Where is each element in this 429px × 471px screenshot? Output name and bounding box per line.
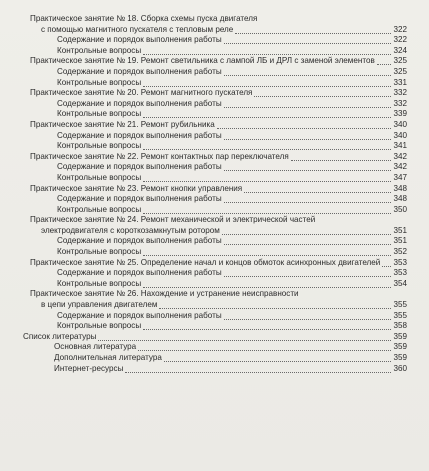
dot-leader [98,339,391,341]
toc-entry [0,25,429,36]
toc-entry-page: 355 [393,300,407,310]
dot-leader [138,349,391,351]
toc-entry-page: 325 [393,56,407,66]
toc-entry-title: Практическое занятие № 19. Ремонт светильника с лампой ЛБ и ДРЛ с заменой элементов [30,56,375,66]
toc-entry [0,321,429,332]
toc-entry-page: 355 [393,310,407,320]
dot-leader [143,180,391,182]
toc-entry-page: 340 [393,130,407,140]
toc-entry-page: 342 [393,151,407,161]
dot-leader [217,127,391,129]
toc-entry-title: Практическое занятие № 25. Определение начал и концов обмоток асинхронных двигателей [30,257,381,267]
toc-entry-page: 359 [393,353,407,362]
toc-entry [0,46,429,57]
toc-entry-page: 332 [393,98,407,108]
toc-entry-page: 354 [393,278,407,288]
toc-entry [0,258,429,269]
toc-entry-title: Содержание и порядок выполнения работы [57,130,222,140]
toc-entry-title: Контрольные вопросы [57,247,142,257]
dot-leader [143,212,391,214]
dot-leader [291,159,391,161]
table-of-contents [0,14,429,374]
dot-leader [224,318,391,320]
toc-entry [0,342,429,353]
toc-entry-page: 331 [393,77,407,87]
toc-entry [0,109,429,120]
toc-entry-title: Контрольные вопросы [57,45,142,55]
toc-entry [0,215,429,226]
toc-entry-title: Дополнительная литература [54,353,162,362]
toc-entry-page: 332 [393,88,407,98]
dot-leader [224,169,391,171]
toc-entry-title: Практическое занятие № 26. Нахождение и устранение неисправности [30,289,299,299]
toc-entry-title: Контрольные вопросы [57,204,142,214]
toc-entry [0,268,429,279]
toc-entry [0,162,429,173]
toc-entry-page: 322 [393,24,407,34]
dot-leader [224,138,391,140]
toc-entry-page: 352 [393,247,407,257]
toc-entry-title: с помощью магнитного пускателя с тепловым реле [41,24,234,34]
dot-leader [143,85,391,87]
toc-entry-page: 359 [393,342,407,352]
toc-entry-title: Практическое занятие № 18. Сборка схемы пуска двигателя [30,14,258,23]
toc-entry-title: Практическое занятие № 23. Ремонт кнопки управления [30,183,243,193]
toc-entry-title: Контрольные вопросы [57,109,142,119]
toc-entry-title: в цепи управления двигателем [41,300,158,310]
toc-entry-title: Содержание и порядок выполнения работы [57,98,222,108]
toc-entry [0,141,429,152]
toc-entry-title: Контрольные вопросы [57,278,142,288]
toc-entry-page: 350 [393,204,407,214]
toc-entry-title: Практическое занятие № 21. Ремонт рубильника [30,119,215,129]
toc-entry [0,364,429,375]
toc-entry-title: Контрольные вопросы [57,77,142,87]
toc-entry [0,332,429,343]
toc-entry-page: 360 [393,363,407,373]
dot-leader [143,286,391,288]
toc-entry-page: 340 [393,119,407,129]
toc-entry [0,152,429,163]
toc-entry-title: Список литературы [23,331,97,341]
dot-leader [222,233,391,235]
dot-leader [224,106,391,108]
toc-entry-title: Содержание и порядок выполнения работы [57,236,222,246]
dot-leader [377,63,391,65]
toc-entry-title: Содержание и порядок выполнения работы [57,35,222,45]
toc-entry [0,120,429,131]
toc-entry-page: 347 [393,172,407,182]
dot-leader [235,32,391,34]
toc-entry-title: Практическое занятие № 20. Ремонт магнитного пускателя [30,88,253,98]
toc-entry [0,236,429,247]
dot-leader [224,275,391,277]
toc-entry [0,14,429,25]
dot-leader [254,95,391,97]
toc-entry [0,78,429,89]
toc-entry-title: электродвигателя с короткозамкнутым ротором [41,225,220,235]
toc-entry-page: 359 [393,331,407,341]
toc-entry [0,353,429,364]
toc-entry [0,247,429,258]
toc-entry-page: 351 [393,225,407,235]
dot-leader [164,360,391,362]
dot-leader [143,148,391,150]
dot-leader [159,307,391,309]
toc-entry [0,88,429,99]
dot-leader [143,254,391,256]
toc-entry-title: Содержание и порядок выполнения работы [57,194,222,204]
toc-entry [0,194,429,205]
toc-entry [0,56,429,67]
dot-leader [224,74,391,76]
toc-entry-page: 342 [393,162,407,172]
toc-entry-page: 341 [393,141,407,151]
toc-entry [0,35,429,46]
toc-entry-title: Основная литература [54,342,137,352]
toc-entry-title: Контрольные вопросы [57,141,142,151]
toc-entry-page: 322 [393,35,407,45]
toc-entry-page: 353 [393,257,407,267]
toc-entry [0,289,429,300]
toc-entry-title: Интернет-ресурсы [54,363,124,373]
toc-entry-title: Контрольные вопросы [57,172,142,182]
toc-entry-title: Содержание и порядок выполнения работы [57,162,222,172]
toc-entry [0,173,429,184]
toc-entry-title: Контрольные вопросы [57,321,142,331]
dot-leader [244,191,391,193]
toc-entry-page: 325 [393,66,407,76]
dot-leader [382,265,391,267]
toc-entry-page: 353 [393,268,407,278]
dot-leader [143,116,391,118]
toc-entry [0,226,429,237]
toc-entry-title: Практическое занятие № 22. Ремонт контактных пар переключателя [30,151,289,161]
toc-entry [0,184,429,195]
toc-entry [0,311,429,322]
toc-entry-page: 358 [393,321,407,331]
toc-entry [0,131,429,142]
toc-entry-page: 351 [393,236,407,246]
dot-leader [224,42,391,44]
toc-entry-title: Содержание и порядок выполнения работы [57,66,222,76]
toc-entry [0,67,429,78]
toc-entry-page: 348 [393,183,407,193]
dot-leader [143,53,391,55]
toc-entry [0,99,429,110]
toc-entry-page: 339 [393,109,407,119]
dot-leader [224,243,391,245]
toc-entry-title: Содержание и порядок выполнения работы [57,310,222,320]
toc-entry [0,205,429,216]
dot-leader [143,328,391,330]
dot-leader [224,201,391,203]
toc-entry-title: Содержание и порядок выполнения работы [57,268,222,278]
toc-entry [0,279,429,290]
toc-entry-title: Практическое занятие № 24. Ремонт механической и электрической частей [30,215,316,225]
toc-entry [0,300,429,311]
toc-entry-page: 324 [393,45,407,55]
dot-leader [125,371,391,373]
toc-entry-page: 348 [393,194,407,204]
